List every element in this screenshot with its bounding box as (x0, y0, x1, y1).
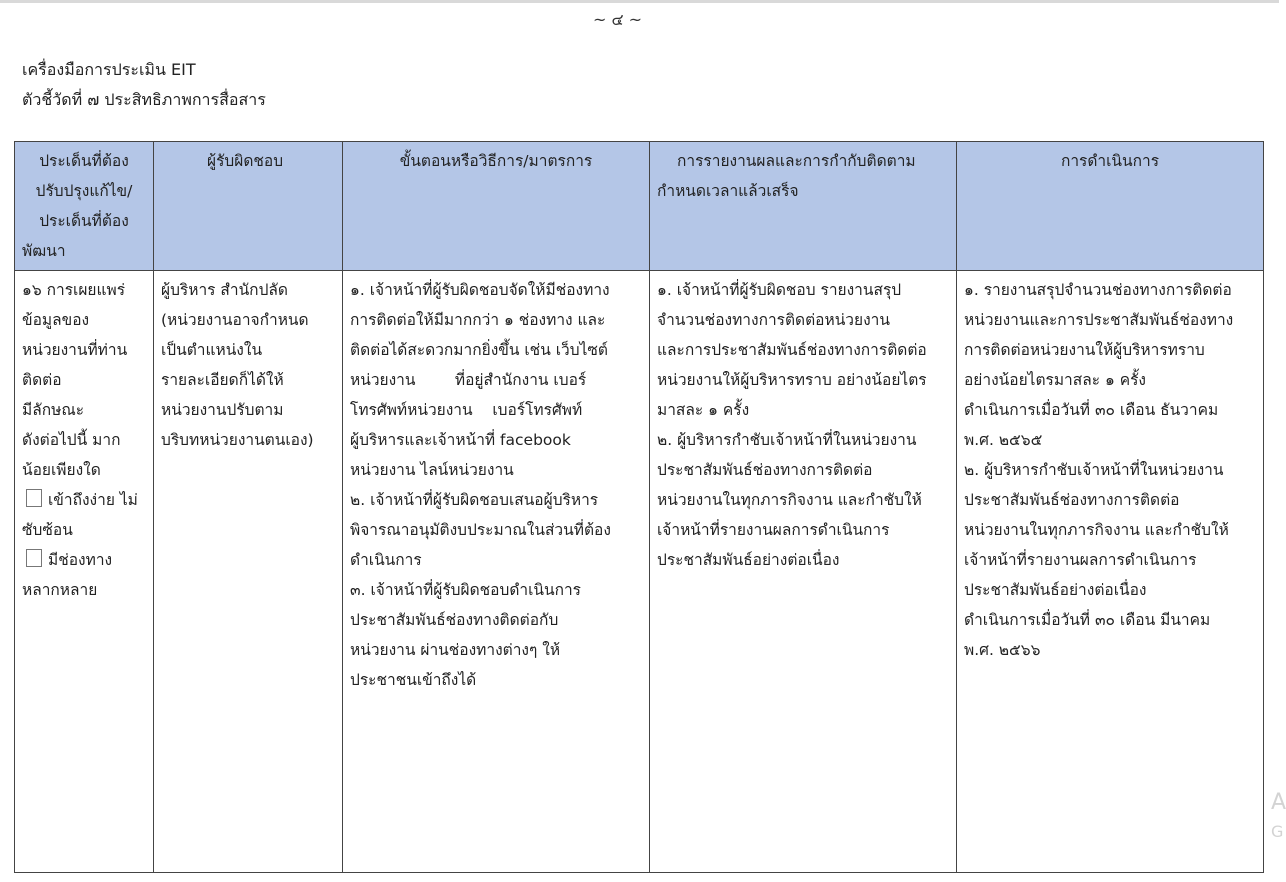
table-header-row (15, 142, 1264, 271)
header-procedure: ขั้นตอนหรือวิธีการ/มาตรการ (343, 142, 650, 271)
cell-issue: ๑๖ การเผยแพร่ ข้อมูลของ หน่วยงานที่ท่าน ติดต่อ มีลักษณะ ดังต่อไปนี้ มาก น้อยเพียงใด เข้าถึงง่าย ไม่ ซับซ้อน มีช่องทาง หลากหลาย (15, 271, 154, 873)
cell-reporting: ๑. เจ้าหน้าที่ผู้รับผิดชอบ รายงานสรุป จำนวนช่องทางการติดต่อหน่วยงาน และการประชาสัมพันธ์ช่องทางการติดต่อ หน่วยงานให้ผู้บริหารทราบ อย่างน้อยไตร มาสละ ๑ ครั้ง ๒. ผู้บริหารกำชับเจ้าหน้าที่ในหน่วยงาน ประชาสัมพันธ์ช่องทางการติดต่อ หน่วยงานในทุกภารกิจงาน และกำชับให้ เจ้าหน้าที่รายงานผลการดำเนินการ ประชาสัมพันธ์อย่างต่อเนื่อง (650, 271, 957, 873)
indicator-title: ตัวชี้วัดที่ ๗ ประสิทธิภาพการสื่อสาร (22, 90, 266, 109)
assessment-table (14, 141, 1264, 873)
page-number: ~ ๔ ~ (592, 10, 643, 29)
checkbox-icon (26, 549, 42, 567)
top-divider (0, 0, 1279, 3)
document-title: เครื่องมือการประเมิน EIT (22, 60, 196, 79)
header-reporting: การรายงานผลและการกำกับติดตาม กำหนดเวลาแล้วเสร็จ (650, 142, 957, 271)
cell-operation: ๑. รายงานสรุปจำนวนช่องทางการติดต่อ หน่วยงานและการประชาสัมพันธ์ช่องทาง การติดต่อหน่วยงานให้ผู้บริหารทราบ อย่างน้อยไตรมาสละ ๑ ครั้ง ดำเนินการเมื่อวันที่ ๓๐ เดือน ธันวาคม พ.ศ. ๒๕๖๕ ๒. ผู้บริหารกำชับเจ้าหน้าที่ในหน่วยงาน ประชาสัมพันธ์ช่องทางการติดต่อ หน่วยงานในทุกภารกิจงาน และกำชับให้ เจ้าหน้าที่รายงานผลการดำเนินการ ประชาสัมพันธ์อย่างต่อเนื่อง ดำเนินการเมื่อวันที่ ๓๐ เดือน มีนาคม พ.ศ. ๒๕๖๖ (957, 271, 1264, 873)
header-responsible: ผู้รับผิดชอบ (154, 142, 343, 271)
header-issue: ประเด็นที่ต้อง ปรับปรุงแก้ไข/ ประเด็นที่ต้อง พัฒนา (15, 142, 154, 271)
option-accessible: เข้าถึงง่าย ไม่ (22, 485, 146, 515)
header-operation: การดำเนินการ (957, 142, 1264, 271)
cell-responsible: ผู้บริหาร สำนักปลัด (หน่วยงานอาจกำหนด เป็นตำแหน่งใน รายละเอียดก็ได้ให้ หน่วยงานปรับตาม บริบทหน่วยงานตนเอง) (154, 271, 343, 873)
edge-watermark-g: G (1271, 822, 1284, 841)
edge-watermark-a: A (1271, 790, 1286, 815)
cell-procedure: ๑. เจ้าหน้าที่ผู้รับผิดชอบจัดให้มีช่องทาง การติดต่อให้มีมากกว่า ๑ ช่องทาง และ ติดต่อได้สะดวกมากยิ่งขึ้น เช่น เว็บไซต์ หน่วยงาน ที่อยู่สำนักงาน เบอร์ โทรศัพท์หน่วยงาน เบอร์โทรศัพท์ ผู้บริหารและเจ้าหน้าที่ facebook หน่วยงาน ไลน์หน่วยงาน ๒. เจ้าหน้าที่ผู้รับผิดชอบเสนอผู้บริหาร พิจารณาอนุมัติงบประมาณในส่วนที่ต้อง ดำเนินการ ๓. เจ้าหน้าที่ผู้รับผิดชอบดำเนินการ ประชาสัมพันธ์ช่องทางติดต่อกับ หน่วยงาน ผ่านช่องทางต่างๆ ให้ ประชาชนเข้าถึงได้ (343, 271, 650, 873)
table-row (15, 271, 1264, 873)
checkbox-icon (26, 489, 42, 507)
option-multichannel: มีช่องทาง (22, 545, 146, 575)
